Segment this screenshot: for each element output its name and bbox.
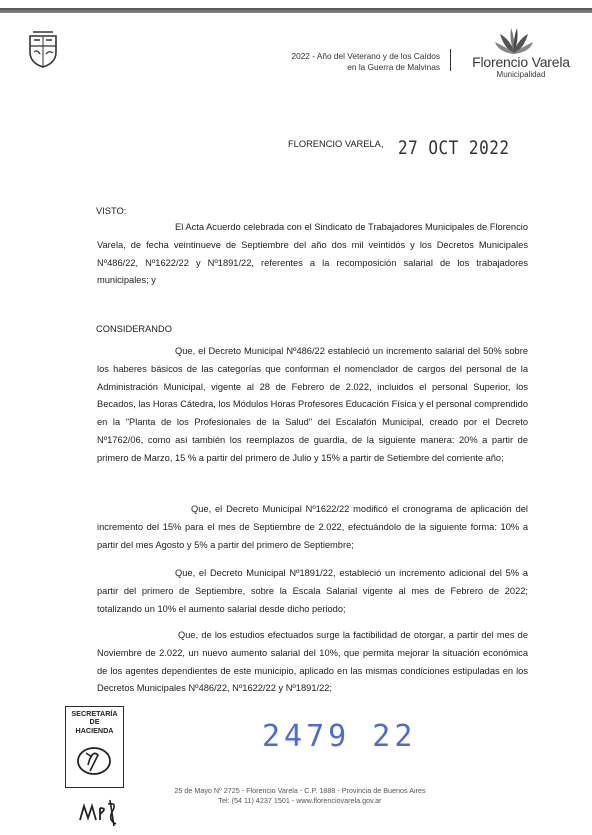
- considerando-label: CONSIDERANDO: [96, 324, 172, 334]
- brand-name: Florencio Varela: [472, 54, 570, 70]
- visto-paragraph: El Acta Acuerdo celebrada con el Sindicato de Trabajadores Municipales de Florencio Varela, de fecha veintinueve de Septiembre del año dos mil veintidós y los Decretos Municipales Nº486/22, Nº1622/22 y Nº1891/22, referentes a la recomposición salarial de los trabajadores municipales; y: [97, 222, 528, 286]
- visto-label: VISTO:: [96, 206, 127, 216]
- stamp-line2: DE: [89, 717, 100, 727]
- brand-subtitle: Municipalidad: [496, 70, 546, 79]
- considerando-paragraph-4: Que, de los estudios efectuados surge la factibilidad de otorgar, a partir del mes de Noviembre de 2.022, un nuevo aumento salarial del 10%, que permita mejorar la situación económica de los agentes dependientes de este municipio, aplicado en las mismas condiciones estipuladas en los Decretos Municipales Nº486/22, Nº1622/22 y Nº1891/22;: [97, 630, 528, 694]
- date-stamp: 27 OCT 2022: [398, 136, 510, 159]
- coat-of-arms-icon: [26, 30, 60, 68]
- footer-contact: Tel: (54 11) 4237 1501 - www.florenciovarela.gov.ar: [218, 796, 382, 805]
- place-label: FLORENCIO VARELA,: [288, 139, 384, 149]
- considerando-paragraph-2: Que, el Decreto Municipal Nº1622/22 modificó el cronograma de aplicación del incremento del 15% para el mes de Septiembre de 2.022, efectuándolo de la siguiente forma: 10% a partir del mes Agosto y 5% a partir del primero de Septiembre;: [97, 504, 528, 550]
- decree-number-stamp: 2479 22: [262, 719, 417, 754]
- secretaria-hacienda-stamp: [65, 706, 124, 788]
- municipality-logo-icon: [494, 26, 534, 56]
- signature-icon: [72, 743, 116, 779]
- stamp-text: [66, 710, 123, 735]
- considerando-paragraph-1: Que, el Decreto Municipal Nº486/22 estableció un incremento salarial del 50% sobre los haberes básicos de las categorías que conforman el nomenclador de cargos del personal de la Administración Municipal, vigente al 28 de Febrero de 2.022, incluidos el personal Superior, los Becados, las Horas Cátedra, los Módulos Horas Profesores Educación Física y el personal comprendido en la "Planta de los Profesionales de la Salud" del Escalafón Municipal, creado por el Decreto Nº1762/06, como así también los reemplazos de guardia, de la siguiente manera: 20% a partir de primero de Marzo, 15 % a partir del primero de Julio y 15% a partir de Setiembre del corriente año;: [97, 346, 528, 463]
- header-motto: [232, 51, 440, 73]
- header-motto-line1: 2022 - Año del Veterano y de los Caídos: [291, 51, 440, 61]
- footer-address: 25 de Mayo Nº 2725 - Florencio Varela - C.P. 1888 - Provincia de Buenos Aires: [174, 786, 426, 795]
- footer: [150, 786, 450, 806]
- header-divider: [450, 49, 451, 71]
- handwritten-initials-icon: [78, 798, 122, 828]
- header-motto-line2: en la Guerra de Malvinas: [347, 62, 440, 72]
- scan-top-edge: [0, 8, 592, 13]
- considerando-paragraph-3: Que, el Decreto Municipal Nº1891/22, estableció un incremento adicional del 5% a partir del primero de Septiembre, sobre la Escala Salarial vigente al mes de Febrero de 2022; totalizando un 10% el aumento salarial desde dicho periodo;: [97, 568, 528, 614]
- stamp-line1: SECRETARÍA: [71, 709, 118, 718]
- stamp-line3: HACIENDA: [75, 725, 114, 735]
